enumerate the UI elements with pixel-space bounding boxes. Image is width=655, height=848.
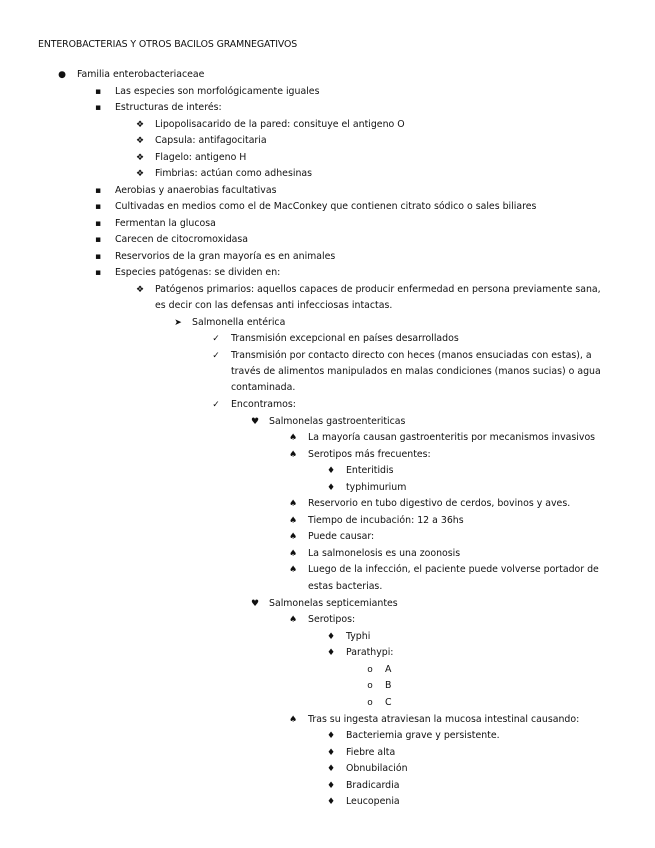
bullet-small-diamond-icon: ♦ bbox=[326, 483, 336, 493]
bullet-small-diamond-icon: ♦ bbox=[326, 764, 336, 774]
bullet-circle-icon: o bbox=[367, 681, 373, 691]
bullet-diamond-icon: ❖ bbox=[135, 285, 145, 295]
list-item: Enteritidis bbox=[346, 465, 394, 476]
list-item: Fermentan la glucosa bbox=[115, 218, 216, 229]
list-item: Estructuras de interés: bbox=[115, 102, 222, 113]
list-item: Salmonelas septicemiantes bbox=[269, 598, 398, 609]
bullet-square-icon: ▪ bbox=[94, 87, 102, 97]
checkmark-icon: ✓ bbox=[212, 351, 220, 361]
bullet-spade-icon: ♠ bbox=[288, 532, 298, 542]
list-item: Carecen de citocromoxidasa bbox=[115, 234, 249, 245]
checkmark-icon: ✓ bbox=[212, 334, 220, 344]
list-item: Parathypi: bbox=[346, 647, 394, 658]
bullet-square-icon: ▪ bbox=[94, 202, 102, 212]
bullet-heart-icon: ♥ bbox=[250, 417, 260, 427]
bullet-square-icon: ▪ bbox=[94, 235, 102, 245]
list-item-continuation: través de alimentos manipulados en malas condiciones (manos sucias) o agua bbox=[231, 366, 601, 377]
list-item: Especies patógenas: se dividen en: bbox=[115, 267, 281, 278]
bullet-small-diamond-icon: ♦ bbox=[326, 781, 336, 791]
list-item: Fimbrias: actúan como adhesinas bbox=[155, 168, 313, 179]
list-item: Tiempo de incubación: 12 a 36hs bbox=[308, 515, 464, 526]
list-item: La mayoría causan gastroenteritis por mecanismos invasivos bbox=[308, 432, 596, 443]
list-item: Fiebre alta bbox=[346, 747, 396, 758]
list-item: Typhi bbox=[346, 631, 371, 642]
bullet-spade-icon: ♠ bbox=[288, 433, 298, 443]
list-item: La salmonelosis es una zoonosis bbox=[308, 548, 461, 559]
bullet-small-diamond-icon: ♦ bbox=[326, 731, 336, 741]
list-item: B bbox=[385, 680, 392, 691]
bullet-spade-icon: ♠ bbox=[288, 516, 298, 526]
bullet-spade-icon: ♠ bbox=[288, 615, 298, 625]
document-title: ENTEROBACTERIAS Y OTROS BACILOS GRAMNEGATIVOS bbox=[38, 39, 298, 50]
bullet-circle-icon: o bbox=[367, 665, 373, 675]
list-item: Salmonella entérica bbox=[192, 317, 286, 328]
list-item: Bradicardia bbox=[346, 780, 400, 791]
list-item: A bbox=[385, 664, 392, 675]
bullet-square-icon: ▪ bbox=[94, 186, 102, 196]
list-item: Capsula: antifagocitaria bbox=[155, 135, 267, 146]
list-item: Reservorios de la gran mayoría es en animales bbox=[115, 251, 336, 262]
list-item: Patógenos primarios: aquellos capaces de producir enfermedad en persona previamente sana, bbox=[155, 284, 601, 295]
list-item: Serotipos: bbox=[308, 614, 356, 625]
list-item-continuation: es decir con las defensas anti infecciosas intactas. bbox=[155, 300, 393, 311]
list-item: Bacteriemia grave y persistente. bbox=[346, 730, 500, 741]
list-item: Leucopenia bbox=[346, 796, 400, 807]
list-item: Transmisión por contacto directo con heces (manos ensuciadas con estas), a bbox=[231, 350, 592, 361]
checkmark-icon: ✓ bbox=[212, 400, 220, 410]
bullet-heart-icon: ♥ bbox=[250, 599, 260, 609]
list-item: Obnubilación bbox=[346, 763, 408, 774]
bullet-diamond-icon: ❖ bbox=[135, 169, 145, 179]
bullet-diamond-icon: ❖ bbox=[135, 120, 145, 130]
list-item: Aerobias y anaerobias facultativas bbox=[115, 185, 277, 196]
bullet-square-icon: ▪ bbox=[94, 219, 102, 229]
bullet-square-icon: ▪ bbox=[94, 252, 102, 262]
list-item-continuation: contaminada. bbox=[231, 382, 296, 393]
bullet-small-diamond-icon: ♦ bbox=[326, 748, 336, 758]
bullet-spade-icon: ♠ bbox=[288, 715, 298, 725]
bullet-square-icon: ▪ bbox=[94, 103, 102, 113]
list-item: Puede causar: bbox=[308, 531, 375, 542]
list-item: typhimurium bbox=[346, 482, 407, 493]
list-item: Tras su ingesta atraviesan la mucosa intestinal causando: bbox=[308, 714, 580, 725]
bullet-small-diamond-icon: ♦ bbox=[326, 648, 336, 658]
list-item-continuation: estas bacterias. bbox=[308, 581, 383, 592]
bullet-spade-icon: ♠ bbox=[288, 499, 298, 509]
bullet-spade-icon: ♠ bbox=[288, 549, 298, 559]
list-item: Salmonelas gastroenteriticas bbox=[269, 416, 406, 427]
list-item: Transmisión excepcional en países desarrollados bbox=[231, 333, 459, 344]
bullet-small-diamond-icon: ♦ bbox=[326, 632, 336, 642]
bullet-circle-icon: o bbox=[367, 698, 373, 708]
list-item: Reservorio en tubo digestivo de cerdos, bovinos y aves. bbox=[308, 498, 571, 509]
list-item: Cultivadas en medios como el de MacConkey que contienen citrato sódico o sales biliares bbox=[115, 201, 537, 212]
list-item: C bbox=[385, 697, 392, 708]
list-item: Flagelo: antigeno H bbox=[155, 152, 247, 163]
bullet-small-diamond-icon: ♦ bbox=[326, 797, 336, 807]
bullet-spade-icon: ♠ bbox=[288, 450, 298, 460]
list-item: Encontramos: bbox=[231, 399, 296, 410]
bullet-square-icon: ▪ bbox=[94, 268, 102, 278]
bullet-arrowhead-icon: ➤ bbox=[174, 318, 182, 328]
bullet-dot-icon: ● bbox=[58, 70, 66, 80]
list-item: Luego de la infección, el paciente puede volverse portador de bbox=[308, 564, 599, 575]
bullet-small-diamond-icon: ♦ bbox=[326, 466, 336, 476]
bullet-diamond-icon: ❖ bbox=[135, 136, 145, 146]
list-item: Familia enterobacteriaceae bbox=[77, 69, 205, 80]
list-item: Serotipos más frecuentes: bbox=[308, 449, 431, 460]
list-item: Las especies son morfológicamente iguales bbox=[115, 86, 320, 97]
list-item: Lipopolisacarido de la pared: consituye el antigeno O bbox=[155, 119, 405, 130]
bullet-diamond-icon: ❖ bbox=[135, 153, 145, 163]
bullet-spade-icon: ♠ bbox=[288, 565, 298, 575]
